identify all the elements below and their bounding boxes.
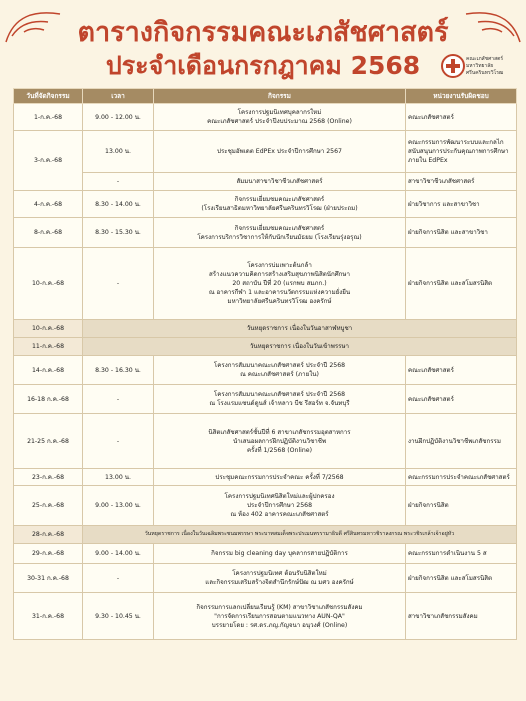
table-row bbox=[14, 544, 517, 564]
column-header-activity: กิจกรรม bbox=[154, 89, 406, 104]
activity-cell: โครงการปฐมนิเทศ ต้อนรับนิสิตใหม่ และกิจกรรมเสริมสร้างจิตสำนึกรักษ์ปัฒ ณ มศว องครักษ์ bbox=[154, 564, 406, 593]
activity-cell: กิจกรรมเยี่ยมชมคณะเภสัชศาสตร์ (โรงเรียนสาธิตมหาวิทยาลัยศรีนครินทรวิโรฒ (ฝ่ายประถม) bbox=[154, 191, 406, 218]
activity-cell: ประชุมคณะกรรมการประจำคณะ ครั้งที่ 7/2568 bbox=[154, 469, 406, 486]
table-row bbox=[14, 564, 517, 593]
date-cell: 28-ก.ค.-68 bbox=[14, 526, 83, 544]
date-cell: 23-ก.ค.-68 bbox=[14, 469, 83, 486]
activity-cell: โครงการปฐมนิเทศบุคลากรใหม่ คณะเภสัชศาสตร์ ประจำปีงบประมาณ 2568 (Online) bbox=[154, 104, 406, 131]
activity-cell: โครงการบ่มเพาะต้นกล้า สร้างแนวความคิดการสร้างเสริมสุขภาพนิสิตนักศึกษา 20 สถาบัน ปีที่ 20 (แรกพบ สมภก.) ณ อาคารกีฬา 1 และอาคารนวัตกรรมแห่งความยั่งยืน มหาวิทยาลัยศรีนครินทรวิโรฒ องครักษ์ bbox=[154, 248, 406, 320]
organizer-cell: ฝ่ายกิจการนิสิต bbox=[406, 486, 517, 526]
time-cell: 9.30 - 10.45 น. bbox=[83, 593, 154, 640]
date-cell: 10-ก.ค.-68 bbox=[14, 320, 83, 338]
column-header-date: วันที่จัดกิจกรรม bbox=[14, 89, 83, 104]
holiday-row bbox=[14, 526, 517, 544]
organizer-cell: สาขาวิชาชีวเภสัชศาสตร์ bbox=[406, 173, 517, 191]
organizer-cell: คณะกรรมการประจำคณะเภสัชศาสตร์ bbox=[406, 469, 517, 486]
table-row bbox=[14, 131, 517, 173]
activity-cell: กิจกรรมเยี่ยมชมคณะเภสัชศาสตร์ โครงการบริการวิชาการให้กับนักเรียนมัธยม (โรงเรียนรุ่งอรุณ) bbox=[154, 218, 406, 248]
faculty-logo-icon bbox=[441, 54, 465, 78]
date-cell: 1-ก.ค.-68 bbox=[14, 104, 83, 131]
organizer-cell: ฝ่ายกิจการนิสิต และสโมสรนิสิต bbox=[406, 248, 517, 320]
date-cell: 14-ก.ค.-68 bbox=[14, 356, 83, 385]
date-cell: 31-ก.ค.-68 bbox=[14, 593, 83, 640]
table-row bbox=[14, 173, 517, 191]
organizer-cell: คณะเภสัชศาสตร์ bbox=[406, 356, 517, 385]
time-cell: 8.30 - 15.30 น. bbox=[83, 218, 154, 248]
time-cell: 9.00 - 14.00 น. bbox=[83, 544, 154, 564]
table-header-row bbox=[14, 89, 517, 104]
table-row bbox=[14, 469, 517, 486]
date-cell: 3-ก.ค.-68 bbox=[14, 131, 83, 191]
date-cell: 30-31 ก.ค.-68 bbox=[14, 564, 83, 593]
date-cell: 4-ก.ค.-68 bbox=[14, 191, 83, 218]
activity-cell: กิจกรรมการแลกเปลี่ยนเรียนรู้ (KM) สาขาวิชาเภสัชกรรมสังคม "การจัดการเรียนการสอนตามแนวทาง AUN-QA" บรรยายโดย : รศ.ดร.ภญ.กัญจนา อนุวงศ์ (Online) bbox=[154, 593, 406, 640]
table-row bbox=[14, 486, 517, 526]
time-cell: - bbox=[83, 173, 154, 191]
date-cell: 25-ก.ค.-68 bbox=[14, 486, 83, 526]
table-row bbox=[14, 385, 517, 414]
holiday-note: วันหยุดราชการ เนื่องในวันเข้าพรรษา bbox=[83, 338, 517, 356]
activity-cell: โครงการปฐมนิเทศนิสิตใหม่และผู้ปกครอง ประจำปีการศึกษา 2568 ณ ห้อง 402 อาคารคณะเภสัชศาสตร์ bbox=[154, 486, 406, 526]
date-cell: 21-25 ก.ค.-68 bbox=[14, 414, 83, 469]
date-cell: 10-ก.ค.-68 bbox=[14, 248, 83, 320]
holiday-note: วันหยุดราชการ เนื่องในวันเฉลิมพระชนมพรรษา พระบาทสมเด็จพระปรเมนทรรามาธิบดี ศรีสินทรมหาวชิราลงกรณ พระวชิรเกล้าเจ้าอยู่หัว bbox=[83, 526, 517, 544]
table-row bbox=[14, 191, 517, 218]
time-cell: - bbox=[83, 248, 154, 320]
page-subtitle: ประจำเดือนกรกฎาคม 2568 bbox=[105, 51, 421, 80]
activity-cell: ประชุมอัพเดต EdPEx ประจำปีการศึกษา 2567 bbox=[154, 131, 406, 173]
organizer-cell: ฝ่ายวิชาการ และสาขาวิชา bbox=[406, 191, 517, 218]
time-cell: 13.00 น. bbox=[83, 131, 154, 173]
date-cell: 11-ก.ค.-68 bbox=[14, 338, 83, 356]
organizer-cell: ฝ่ายกิจการนิสิต และสโมสรนิสิต bbox=[406, 564, 517, 593]
activity-cell: กิจกรรม big cleaning day บุคลากรสายปฏิบัติการ bbox=[154, 544, 406, 564]
table-row bbox=[14, 218, 517, 248]
table-row bbox=[14, 593, 517, 640]
organizer-cell: คณะกรรมการพัฒนาระบบและกลไกสนับสนุนการประกันคุณภาพการศึกษาภายใน EdPEx bbox=[406, 131, 517, 173]
table-row bbox=[14, 414, 517, 469]
logo-text: คณะเภสัชศาสตร์ มหาวิทยาลัยศรีนครินทรวิโรฒ bbox=[466, 56, 504, 76]
organizer-cell: คณะเภสัชศาสตร์ bbox=[406, 104, 517, 131]
activity-cell: โครงการสัมมนาคณะเภสัชศาสตร์ ประจำปี 2568 ณ โรงแรมแซนด์ดูนส์ เจ้าหลาว บีช รีสอร์ท จ.จันทบุรี bbox=[154, 385, 406, 414]
page-title: ตารางกิจกรรมคณะเภสัชศาสตร์ bbox=[77, 17, 449, 48]
page-header bbox=[0, 0, 526, 90]
time-cell: - bbox=[83, 564, 154, 593]
time-cell: 9.00 - 13.00 น. bbox=[83, 486, 154, 526]
table-row bbox=[14, 356, 517, 385]
organizer-cell: คณะกรรมการดำเนินงาน 5 ส bbox=[406, 544, 517, 564]
organizer-cell: ฝ่ายกิจการนิสิต และสาขาวิชา bbox=[406, 218, 517, 248]
column-header-organizer: หน่วยงานรับผิดชอบ bbox=[406, 89, 517, 104]
organizer-cell: งานฝึกปฏิบัติงานวิชาชีพเภสัชกรรม bbox=[406, 414, 517, 469]
schedule-table bbox=[13, 88, 517, 640]
holiday-row bbox=[14, 320, 517, 338]
date-cell: 8-ก.ค.-68 bbox=[14, 218, 83, 248]
activity-cell: โครงการสัมมนาคณะเภสัชศาสตร์ ประจำปี 2568 ณ คณะเภสัชศาสตร์ (ภายใน) bbox=[154, 356, 406, 385]
activity-cell: นิสิตเภสัชศาสตร์ชั้นปีที่ 6 สาขาเภสัชกรรมอุตสาหการ นำเสนอผลการฝึกปฏิบัติงานวิชาชีพ ครั้งที่ 1/2568 (Online) bbox=[154, 414, 406, 469]
time-cell: 13.00 น. bbox=[83, 469, 154, 486]
holiday-note: วันหยุดราชการ เนื่องในวันอาสาฬหบูชา bbox=[83, 320, 517, 338]
activity-cell: สัมมนาสาขาวิชาชีวเภสัชศาสตร์ bbox=[154, 173, 406, 191]
time-cell: 9.00 - 12.00 น. bbox=[83, 104, 154, 131]
table-row bbox=[14, 248, 517, 320]
time-cell: - bbox=[83, 385, 154, 414]
date-cell: 16-18 ก.ค.-68 bbox=[14, 385, 83, 414]
table-row bbox=[14, 104, 517, 131]
time-cell: - bbox=[83, 414, 154, 469]
organizer-cell: คณะเภสัชศาสตร์ bbox=[406, 385, 517, 414]
time-cell: 8.30 - 16.30 น. bbox=[83, 356, 154, 385]
holiday-row bbox=[14, 338, 517, 356]
time-cell: 8.30 - 14.00 น. bbox=[83, 191, 154, 218]
column-header-time: เวลา bbox=[83, 89, 154, 104]
date-cell: 29-ก.ค.-68 bbox=[14, 544, 83, 564]
organizer-cell: สาขาวิชาเภสัชกรรมสังคม bbox=[406, 593, 517, 640]
